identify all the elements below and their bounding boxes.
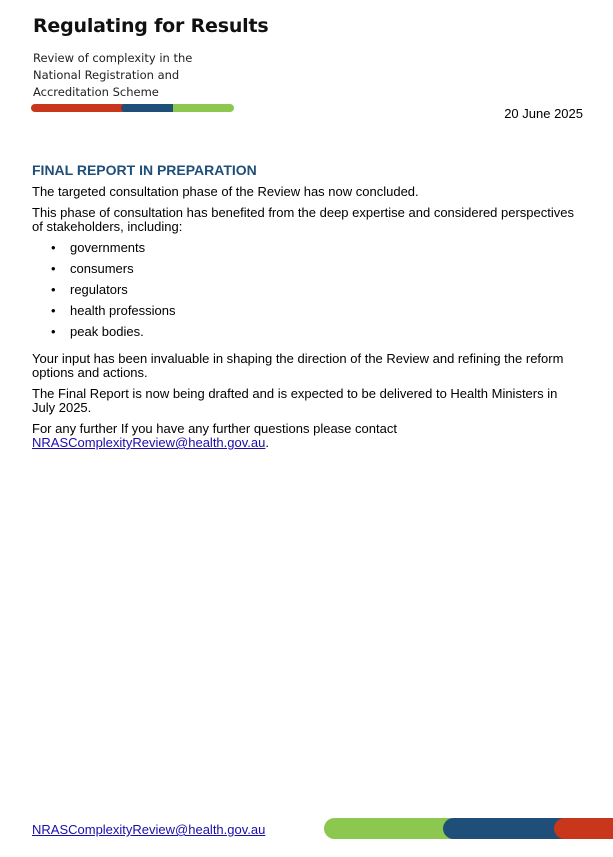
- bullet-icon: •: [51, 324, 56, 339]
- footer-color-bar: [324, 818, 613, 839]
- bullet-icon: •: [51, 261, 56, 276]
- footer-bar-red-segment: [554, 818, 613, 839]
- document-subtitle: [33, 50, 223, 101]
- contact-email-link[interactable]: NRASComplexityReview@health.gov.au: [32, 435, 266, 450]
- subtitle-line: Review of complexity in the: [33, 51, 193, 65]
- list-item: [32, 304, 584, 325]
- footer-email-link[interactable]: NRASComplexityReview@health.gov.au: [32, 822, 266, 837]
- subtitle-line: Accreditation Scheme: [33, 85, 159, 99]
- document-body: [32, 162, 584, 457]
- paragraph-input-invaluable: Your input has been invaluable in shaping the direction of the Review and refining the reform options and actions.: [32, 351, 564, 380]
- contact-end: .: [265, 435, 269, 450]
- list-item-text: regulators: [70, 282, 128, 297]
- stakeholder-list: [32, 241, 584, 346]
- list-item-text: governments: [70, 240, 146, 255]
- list-item: [32, 262, 584, 283]
- contact-text: For any further If you have any further questions please contact: [32, 421, 397, 436]
- list-item-text: health professions: [70, 303, 176, 318]
- bullet-icon: •: [51, 282, 56, 297]
- section-heading: FINAL REPORT IN PREPARATION: [32, 162, 257, 178]
- list-item: [32, 283, 584, 304]
- header-color-bar: [31, 104, 238, 112]
- bullet-icon: •: [51, 303, 56, 318]
- color-bar-green-segment: [173, 104, 234, 112]
- subtitle-line: National Registration and: [33, 68, 180, 82]
- paragraph-final-report: The Final Report is now being drafted and is expected to be delivered to Health Ministers in July 2025.: [32, 386, 558, 415]
- color-bar-navy-segment: [121, 104, 177, 112]
- paragraph-consultation-concluded: The targeted consultation phase of the Review has now concluded.: [32, 184, 419, 199]
- list-item: [32, 241, 584, 262]
- paragraph-contact: [32, 422, 584, 450]
- bullet-icon: •: [51, 240, 56, 255]
- paragraph-stakeholders-intro: This phase of consultation has benefited from the deep expertise and considered perspectives of stakeholders, including:: [32, 205, 575, 234]
- document-date: 20 June 2025: [504, 106, 583, 121]
- color-bar-red-segment: [31, 104, 125, 112]
- list-item-text: peak bodies.: [70, 324, 144, 339]
- list-item: [32, 325, 584, 346]
- document-title: Regulating for Results: [33, 15, 269, 37]
- list-item-text: consumers: [70, 261, 134, 276]
